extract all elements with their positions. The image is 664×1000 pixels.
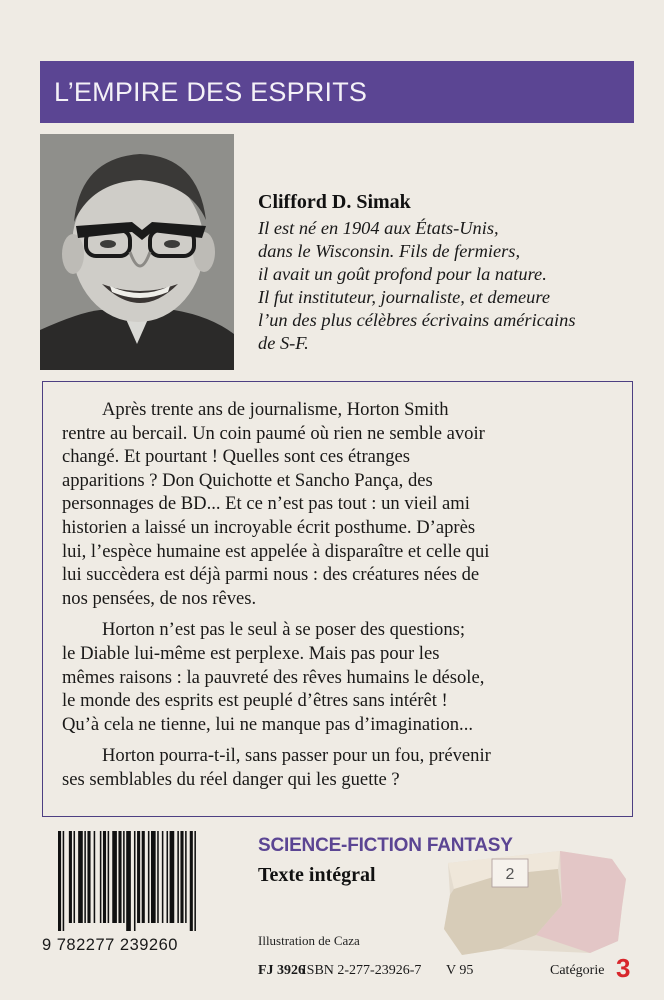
barcode-digits: 9 782277 239260 <box>42 936 178 954</box>
category-label: Catégorie <box>550 963 605 978</box>
summary-line: rentre au bercail. Un coin paumé où rien ne semble avoir <box>62 422 485 444</box>
bio-line: dans le Wisconsin. Fils de fermiers, <box>258 241 521 261</box>
summary-line: Horton n’est pas le seul à se poser des questions; <box>102 619 466 641</box>
summary-line: apparitions ? Don Quichotte et Sancho Pança, des <box>62 469 433 491</box>
author-photo <box>40 134 234 370</box>
author-bio <box>258 217 638 355</box>
summary-line: mêmes raisons : la pauvreté des rêves humains le désole, <box>62 666 485 688</box>
bio-line: il avait un goût profond pour la nature. <box>258 264 547 284</box>
summary-line: historien a laissé un incroyable écrit posthume. D’après <box>62 516 476 538</box>
price-code: V 95 <box>446 963 474 978</box>
book-title: L’EMPIRE DES ESPRITS <box>40 61 634 123</box>
ref-code: FJ 3926 <box>258 963 306 978</box>
summary-line: nos pensées, de nos rêves. <box>62 587 257 609</box>
summary-line: Qu’à cela ne tienne, lui ne manque pas d’imagination... <box>62 713 473 735</box>
book-summary <box>62 398 622 792</box>
publication-refs <box>258 953 638 985</box>
price-sticker <box>440 845 630 958</box>
summary-line: changé. Et pourtant ! Quelles sont ces étranges <box>62 446 410 468</box>
author-name: Clifford D. Simak <box>258 191 411 213</box>
sticker-number: 2 <box>505 866 515 883</box>
summary-line: personnages de BD... Et ce n’est pas tout : un vieil ami <box>62 493 470 515</box>
barcode <box>58 831 236 931</box>
summary-line: lui, l’espèce humaine est appelée à disparaître et celle qui <box>62 540 490 562</box>
summary-line: ses semblables du réel danger qui les guette ? <box>62 768 400 790</box>
summary-line: Après trente ans de journalisme, Horton Smith <box>102 399 449 420</box>
category-number: 3 <box>616 953 631 983</box>
isbn: ISBN 2-277-23926-7 <box>302 963 422 978</box>
edition-note: Texte intégral <box>258 864 376 886</box>
summary-line: lui succèdera est déjà parmi nous : des créatures nées de <box>62 564 480 586</box>
illustration-credit: Illustration de Caza <box>258 933 360 948</box>
bio-line: de S-F. <box>258 333 309 353</box>
summary-line: le Diable lui-même est perplexe. Mais pas pour les <box>62 642 440 664</box>
bio-line: Il fut instituteur, journaliste, et demeure <box>258 287 551 307</box>
summary-line: le monde des esprits est peuplé d’êtres sans intérêt ! <box>62 690 448 712</box>
bio-line: Il est né en 1904 aux États-Unis, <box>258 218 499 238</box>
collection-name: SCIENCE-FICTION FANTASY <box>258 835 513 856</box>
bio-line: l’un des plus célèbres écrivains américains <box>258 310 576 330</box>
summary-line: Horton pourra-t-il, sans passer pour un fou, prévenir <box>102 745 491 767</box>
